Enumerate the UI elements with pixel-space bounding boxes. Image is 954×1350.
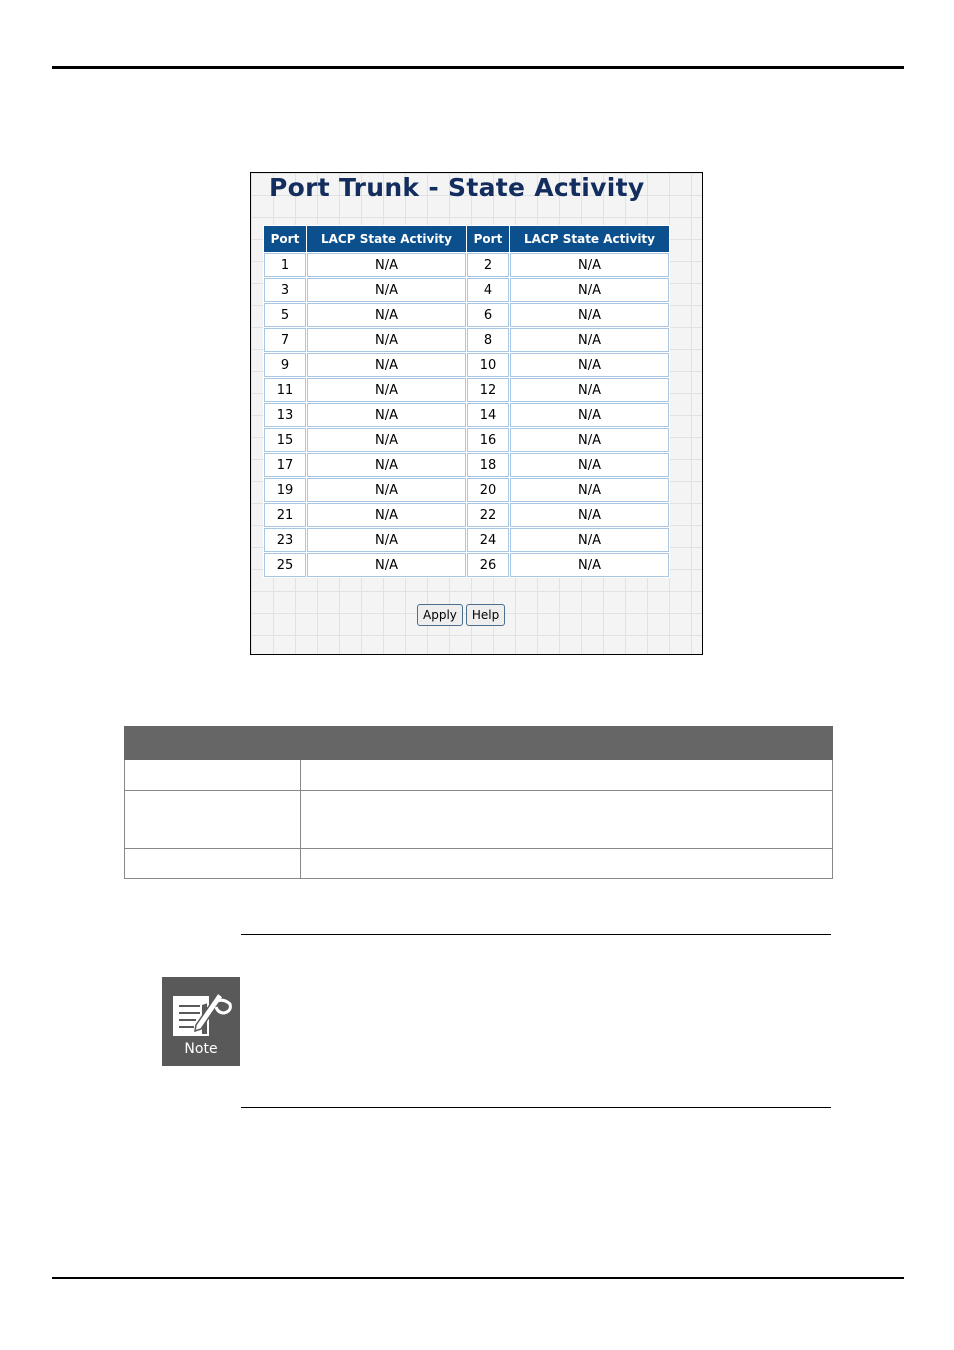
port-cell: 12 [467,378,509,402]
table-row [264,253,669,277]
column-header: LACP State Activity [307,226,466,252]
port-trunk-state-activity-screenshot [250,172,703,655]
state-cell: N/A [307,553,466,577]
port-cell: 13 [264,403,306,427]
port-cell: 8 [467,328,509,352]
state-cell: N/A [510,528,669,552]
port-cell: 15 [264,428,306,452]
column-header [301,727,833,760]
footer-rule [52,1277,904,1279]
state-cell: N/A [307,478,466,502]
column-header: Port [264,226,306,252]
table-row [264,403,669,427]
port-cell: 1 [264,253,306,277]
port-cell: 23 [264,528,306,552]
state-cell: N/A [510,303,669,327]
state-cell: N/A [510,328,669,352]
table-row [125,849,833,879]
lacp-state-table [263,225,670,578]
port-cell: 16 [467,428,509,452]
state-cell: N/A [307,403,466,427]
state-cell: N/A [510,553,669,577]
state-cell: N/A [307,453,466,477]
port-cell: 24 [467,528,509,552]
table-row [264,278,669,302]
port-cell: 11 [264,378,306,402]
port-cell: 3 [264,278,306,302]
state-cell: N/A [307,428,466,452]
port-cell: 5 [264,303,306,327]
port-cell: 22 [467,503,509,527]
port-cell: 19 [264,478,306,502]
port-cell: 20 [467,478,509,502]
note-bottom-rule [241,1107,831,1108]
state-cell: N/A [510,353,669,377]
table-row [264,353,669,377]
table-cell [301,849,833,879]
apply-button[interactable]: Apply [417,604,463,626]
port-cell: 14 [467,403,509,427]
state-cell: N/A [510,378,669,402]
state-cell: N/A [307,253,466,277]
state-cell: N/A [307,503,466,527]
state-cell: N/A [307,328,466,352]
port-cell: 18 [467,453,509,477]
state-cell: N/A [307,528,466,552]
description-table [124,726,833,879]
table-row [264,428,669,452]
port-cell: 21 [264,503,306,527]
table-cell [125,760,301,791]
table-row [264,303,669,327]
state-cell: N/A [307,303,466,327]
port-cell: 17 [264,453,306,477]
state-cell: N/A [307,378,466,402]
table-row [264,503,669,527]
table-row [264,553,669,577]
button-row [417,604,508,626]
state-cell: N/A [510,478,669,502]
table-row [264,528,669,552]
port-cell: 4 [467,278,509,302]
table-row [264,478,669,502]
table-row [264,378,669,402]
table-cell [125,849,301,879]
column-header: LACP State Activity [510,226,669,252]
column-header: Port [467,226,509,252]
state-cell: N/A [510,253,669,277]
state-cell: N/A [510,428,669,452]
port-cell: 7 [264,328,306,352]
note-icon [162,977,240,1066]
table-cell [301,760,833,791]
state-cell: N/A [510,503,669,527]
state-cell: N/A [307,353,466,377]
table-header-row [264,226,669,252]
note-pencil-icon [162,977,240,1039]
state-cell: N/A [510,278,669,302]
table-cell [301,791,833,849]
state-cell: N/A [307,278,466,302]
page-title: Port Trunk - State Activity [269,173,645,202]
port-cell: 25 [264,553,306,577]
table-row [264,453,669,477]
table-header-row [125,727,833,760]
port-cell: 9 [264,353,306,377]
note-top-rule [241,934,831,935]
state-cell: N/A [510,403,669,427]
help-button[interactable]: Help [466,604,505,626]
port-cell: 6 [467,303,509,327]
port-cell: 10 [467,353,509,377]
table-row [264,328,669,352]
table-cell [125,791,301,849]
note-label: Note [184,1041,218,1057]
table-row [125,760,833,791]
header-rule [52,66,904,69]
table-row [125,791,833,849]
port-cell: 26 [467,553,509,577]
column-header [125,727,301,760]
state-cell: N/A [510,453,669,477]
port-cell: 2 [467,253,509,277]
